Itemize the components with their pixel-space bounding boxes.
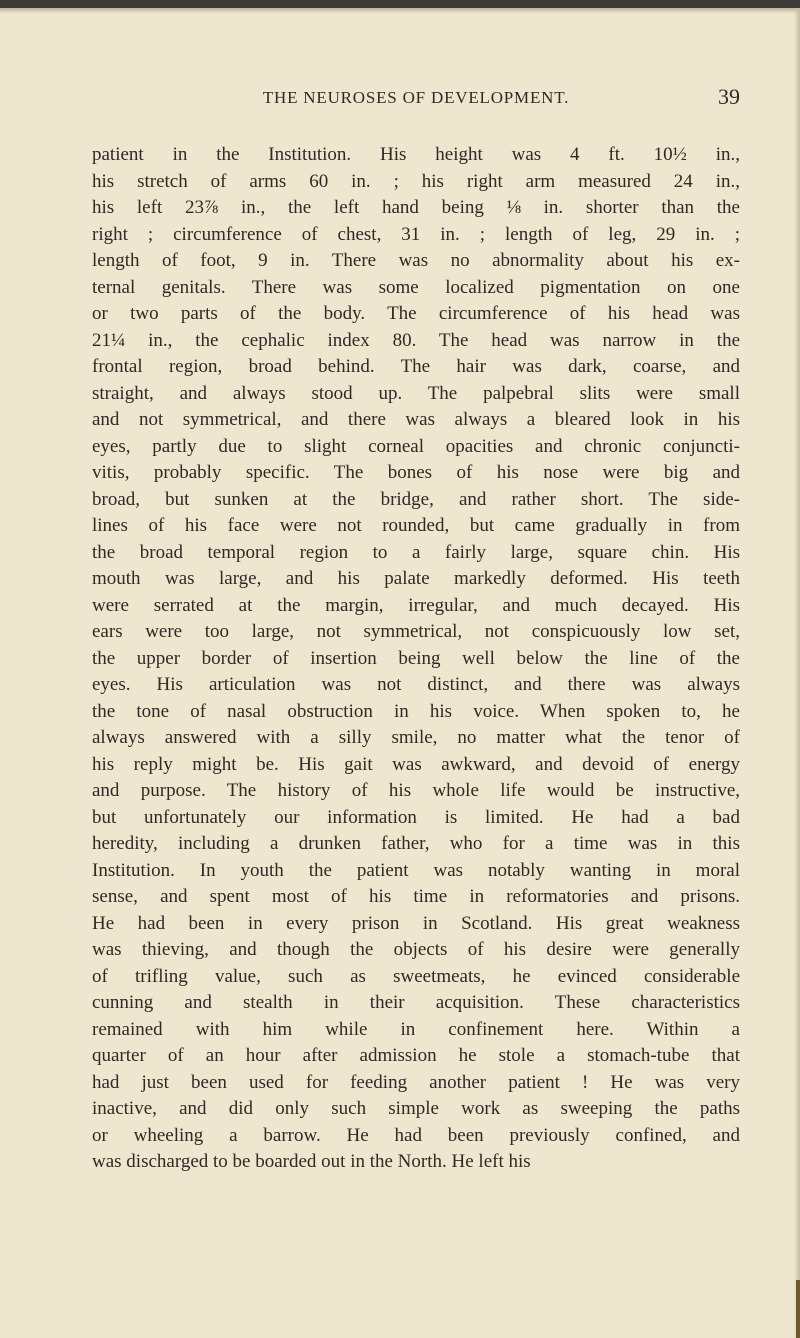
text-line: and purpose. The history of his whole life would be instructive, (92, 780, 740, 801)
page-right-edge (794, 8, 800, 1338)
text-line: ears were too large, not symmetrical, not conspicuously low set, (92, 621, 740, 642)
page-number: 39 (718, 84, 740, 109)
binding-mark (796, 1280, 800, 1338)
text-line: cunning and stealth in their acquisition. These characteristics (92, 992, 740, 1013)
page-top-edge (0, 0, 800, 8)
text-line: was thieving, and though the objects of his desire were generally (92, 939, 740, 960)
text-line: mouth was large, and his palate markedly deformed. His teeth (92, 568, 740, 589)
text-line: had just been used for feeding another patient ! He was very (92, 1071, 740, 1093)
text-line: always answered with a silly smile, no matter what the tenor of (92, 727, 740, 748)
page-header (92, 84, 740, 118)
text-line: Institution. In youth the patient was notably wanting in moral (92, 859, 740, 881)
text-line: eyes. His articulation was not distinct, and there was always (92, 674, 740, 695)
text-line: remained with him while in confinement here. Within a (92, 1018, 740, 1040)
body-text (92, 142, 740, 1176)
text-line: or wheeling a barrow. He had been previously confined, and (92, 1124, 740, 1146)
text-line: eyes, partly due to slight corneal opacities and chronic conjuncti- (92, 435, 740, 457)
text-line: were serrated at the margin, irregular, and much decayed. His (92, 594, 740, 616)
text-line: the broad temporal region to a fairly large, square chin. His (92, 541, 740, 563)
text-line: the upper border of insertion being well below the line of the (92, 647, 740, 669)
text-line: frontal region, broad behind. The hair was dark, coarse, and (92, 356, 740, 377)
text-line: his reply might be. His gait was awkward, and devoid of energy (92, 753, 740, 775)
text-line: quarter of an hour after admission he stole a stomach-tube that (92, 1045, 740, 1066)
text-line: his left 23⅞ in., the left hand being ⅛ in. shorter than the (92, 197, 740, 218)
text-line: length of foot, 9 in. There was no abnormality about his ex- (92, 250, 740, 271)
text-line: straight, and always stood up. The palpebral slits were small (92, 382, 740, 404)
text-line: patient in the Institution. His height was 4 ft. 10½ in., (92, 144, 740, 165)
text-line: and not symmetrical, and there was always a bleared look in his (92, 409, 740, 430)
text-line: ternal genitals. There was some localized pigmentation on one (92, 276, 740, 298)
text-line: but unfortunately our information is limited. He had a bad (92, 806, 740, 828)
text-line: He had been in every prison in Scotland. His great weakness (92, 912, 740, 934)
text-line: sense, and spent most of his time in reformatories and prisons. (92, 886, 740, 907)
text-line: inactive, and did only such simple work as sweeping the paths (92, 1098, 740, 1119)
text-line: his stretch of arms 60 in. ; his right arm measured 24 in., (92, 170, 740, 192)
text-line: 21¼ in., the cephalic index 80. The head was narrow in the (92, 329, 740, 351)
text-line: lines of his face were not rounded, but came gradually in from (92, 515, 740, 536)
text-line: broad, but sunken at the bridge, and rather short. The side- (92, 488, 740, 510)
text-line: vitis, probably specific. The bones of his nose were big and (92, 462, 740, 483)
text-line: the tone of nasal obstruction in his voice. When spoken to, he (92, 700, 740, 722)
text-line: right ; circumference of chest, 31 in. ; length of leg, 29 in. ; (92, 223, 740, 245)
page-edge-shadow (0, 8, 800, 14)
text-line: was discharged to be boarded out in the North. He left his (92, 1151, 531, 1172)
running-head: THE NEUROSES OF DEVELOPMENT. (262, 88, 570, 107)
text-line: of trifling value, such as sweetmeats, he evinced considerable (92, 965, 740, 987)
text-line: or two parts of the body. The circumference of his head was (92, 303, 740, 324)
text-line: heredity, including a drunken father, who for a time was in this (92, 833, 740, 854)
